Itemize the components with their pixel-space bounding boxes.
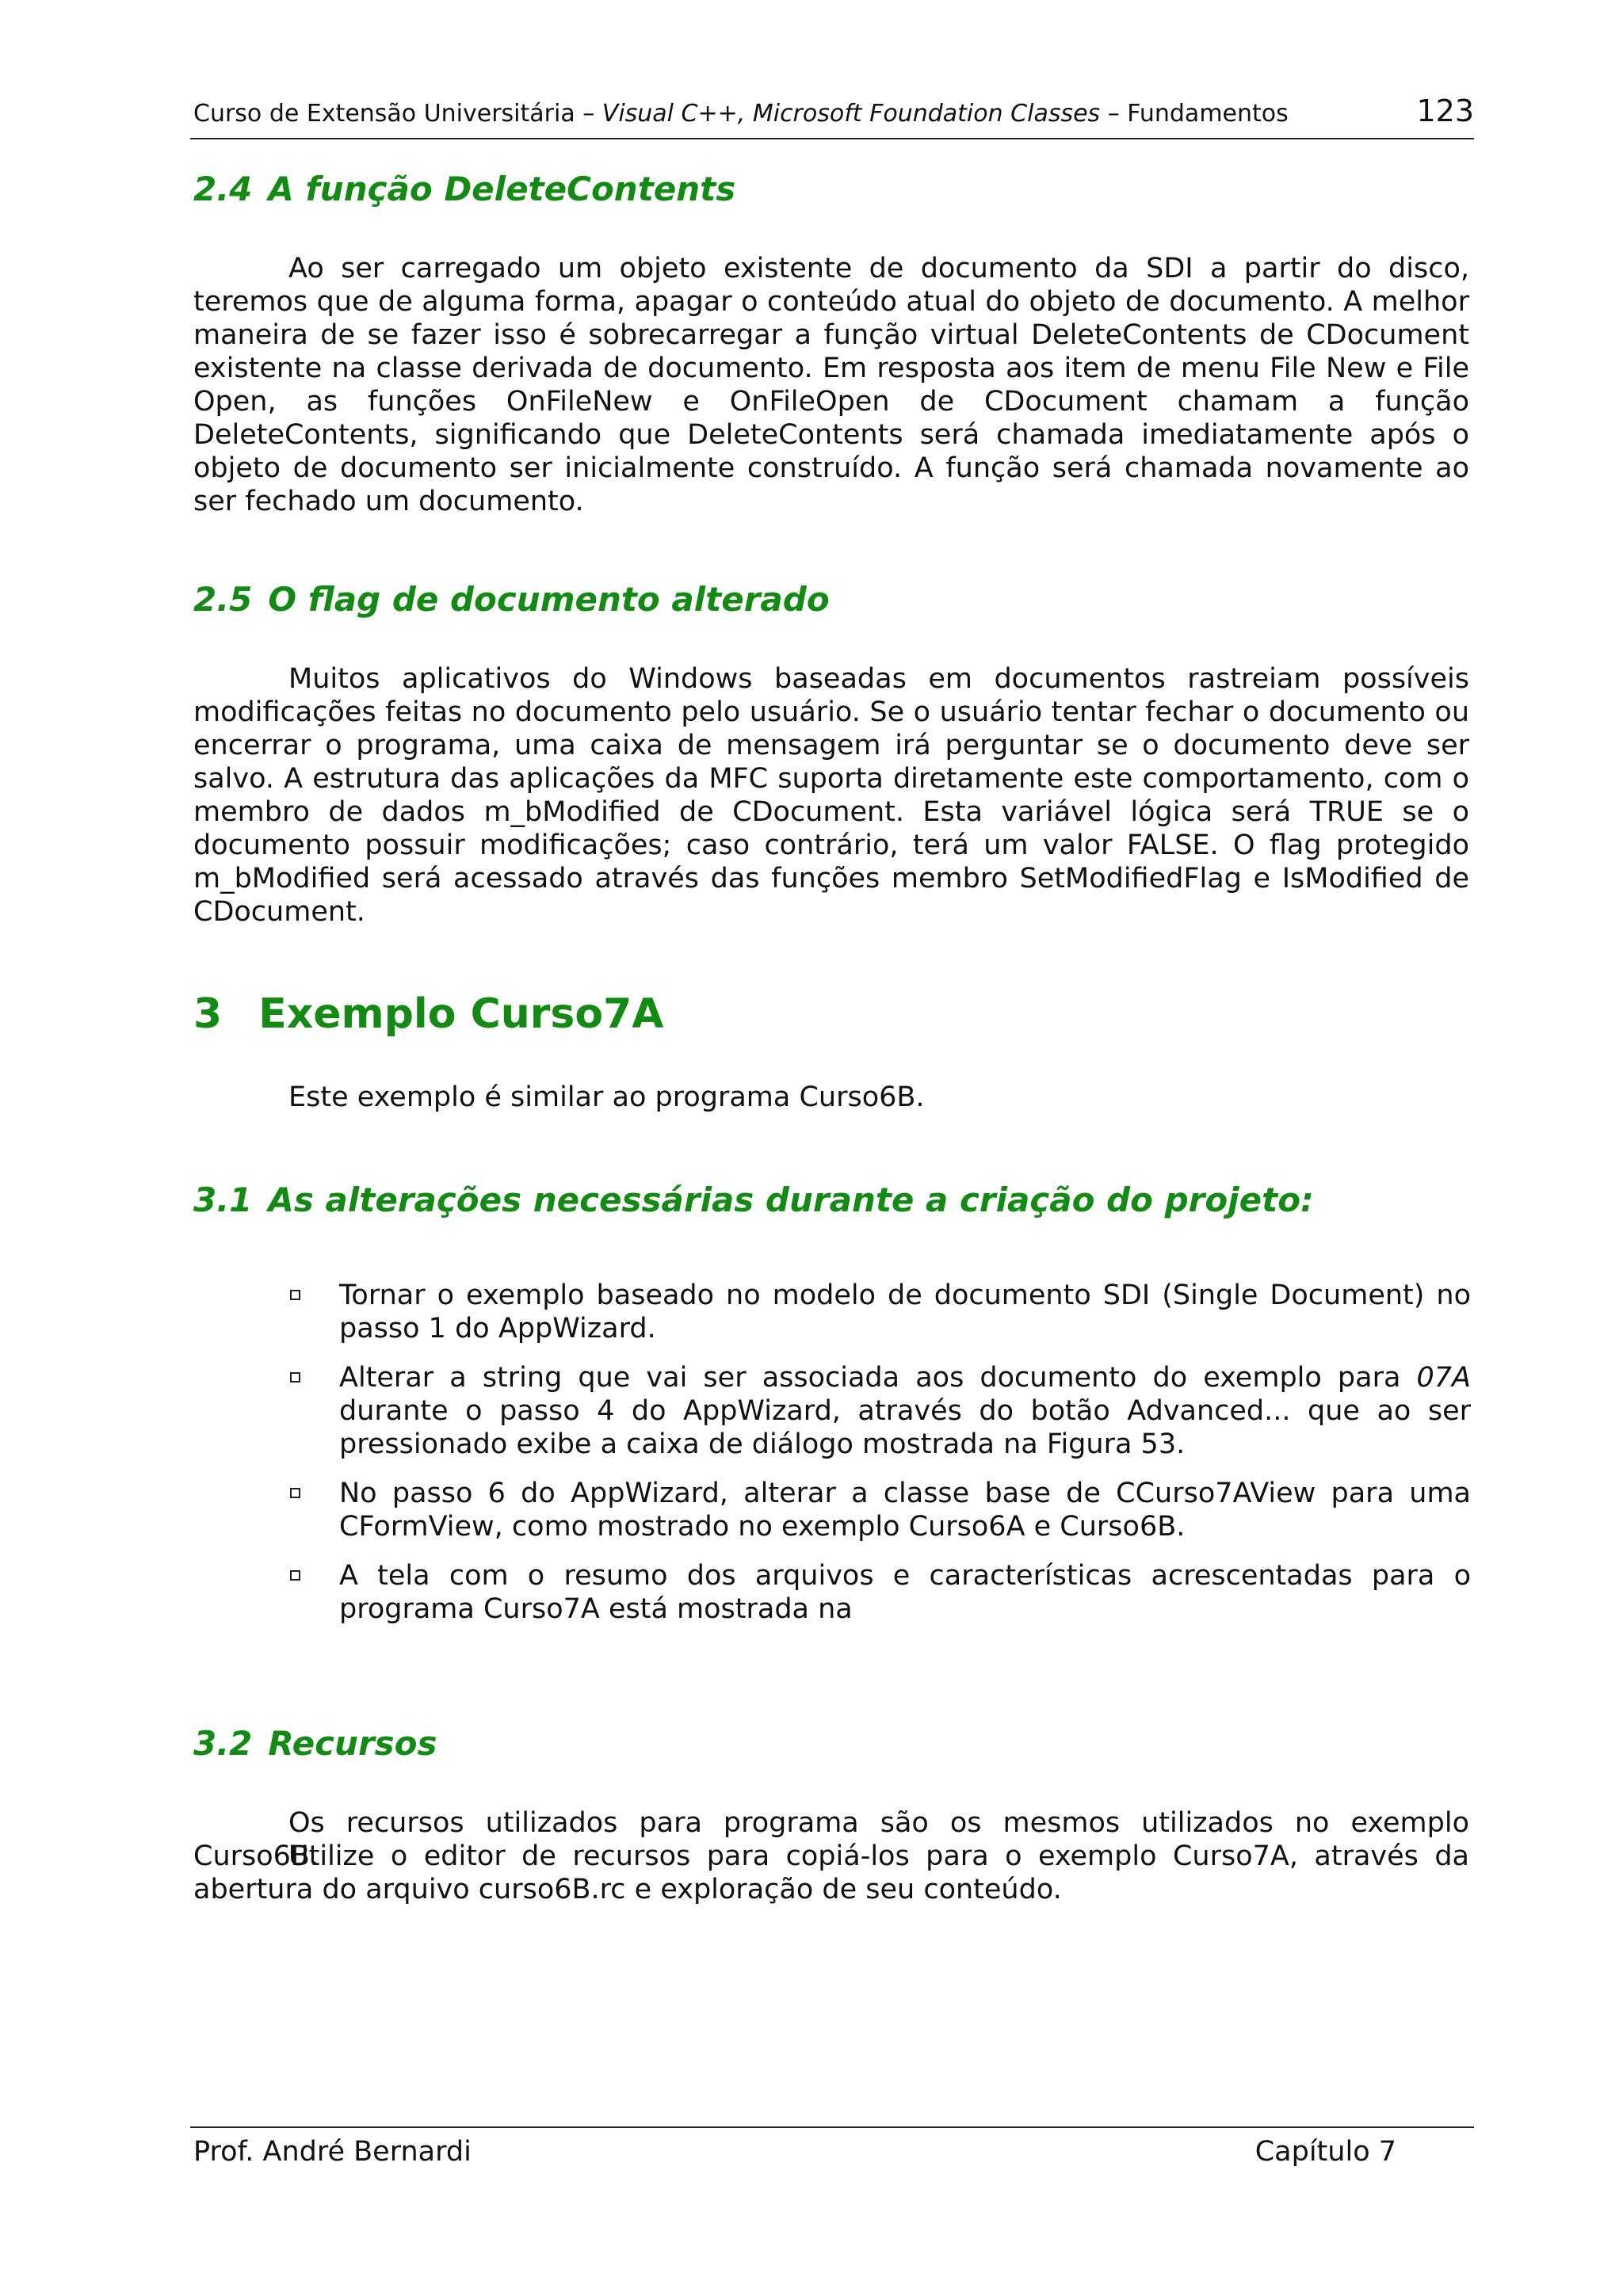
section-title: Recursos [268, 1724, 437, 1763]
section-3-2-heading [193, 1724, 437, 1763]
checkbox-bullet-icon [290, 1488, 300, 1498]
section-2-4-heading [193, 170, 735, 208]
section-title: A função DeleteContents [268, 170, 736, 208]
section-3-2-paragraph-1: Os recursos utilizados para programa são os mesmos utilizados no exemplo Curso6B. [193, 1807, 1469, 1872]
section-number: 2.4 [193, 170, 253, 208]
checkbox-bullet-icon [290, 1570, 300, 1581]
list-item-text: Tornar o exemplo baseado no modelo de documento SDI (Single Document) no passo 1 do AppWizard. [339, 1280, 1471, 1344]
footer-author: Prof. André Bernardi [193, 2136, 472, 2168]
list-item-text-part: Alterar a string que vai ser associada aos documento do exemplo para [339, 1362, 1417, 1394]
checkbox-bullet-icon [290, 1372, 300, 1383]
section-title: Exemplo Curso7A [258, 990, 664, 1038]
header-title-prefix: Curso de Extensão Universitária – [193, 100, 602, 128]
footer-chapter: Capítulo 7 [1254, 2136, 1396, 2168]
chapter-3-heading [193, 990, 664, 1038]
section-title: As alterações necessárias durante a criação do projeto: [268, 1180, 1314, 1219]
section-number: 2.5 [193, 580, 253, 619]
list-item-text: No passo 6 do AppWizard, alterar a classe base de CCurso7AView para uma CFormView, como mostrado no exemplo Curso6A e Curso6B. [339, 1478, 1471, 1543]
checkbox-bullet-icon [290, 1290, 300, 1300]
section-number: 3.2 [193, 1724, 253, 1763]
list-item-italic-text: 07A [1416, 1362, 1471, 1394]
page-number: 123 [1416, 93, 1474, 128]
running-header [190, 93, 1474, 139]
section-2-5-heading [193, 580, 830, 619]
header-course-title [193, 100, 1289, 128]
running-footer [190, 2126, 1474, 2176]
section-2-4-paragraph: Ao ser carregado um objeto existente de documento da SDI a partir do disco, teremos que de alguma forma, apagar o conteúdo atual do objeto de documento. A melhor maneira de se fazer isso é sobrecarregar a função virtual DeleteContents de CDocument existente na classe derivada de documento. Em resposta aos item de menu File New e File Open, as funções OnFileNew e OnFileOpen de CDocument chamam a função DeleteContents, significando que DeleteContents será chamada imediatamente após o objeto de documento ser inicialmente construído. A função será chamada novamente ao ser fechado um documento. [193, 253, 1469, 517]
list-item-text [339, 1361, 1471, 1461]
section-2-5-paragraph: Muitos aplicativos do Windows baseadas em documentos rastreiam possíveis modificações feitas no documento pelo usuário. Se o usuário tentar fechar o documento ou encerrar o programa, uma caixa de mensagem irá perguntar se o documento deve ser salvo. A estrutura das aplicações da MFC suporta diretamente este comportamento, com o membro de dados m_bModified de CDocument. Esta variável lógica será TRUE se o documento possuir modificações; caso contrário, terá um valor FALSE. O flag protegido m_bModified será acessado através das funções membro SetModifiedFlag e IsModified de CDocument. [193, 663, 1469, 928]
list-item-text: A tela com o resumo dos arquivos e características acrescentadas para o programa Curso7A está mostrada na [339, 1560, 1471, 1625]
section-number: 3.1 [193, 1180, 253, 1219]
section-3-paragraph: Este exemplo é similar ao programa Curso6B. [288, 1081, 925, 1113]
section-3-1-heading [193, 1180, 1314, 1219]
section-3-2-paragraph-2: Utilize o editor de recursos para copiá-los para o exemplo Curso7A, através da abertura do arquivo curso6B.rc e exploração de seu conteúdo. [193, 1840, 1469, 1905]
header-title-suffix: – Fundamentos [1100, 100, 1289, 128]
section-title: O flag de documento alterado [268, 580, 830, 619]
header-title-italic: Visual C++, Microsoft Foundation Classes [601, 100, 1101, 128]
section-number: 3 [193, 990, 223, 1038]
list-item-text-part: durante o passo 4 do AppWizard, através do botão Advanced... que ao ser pressionado exibe a caixa de diálogo mostrada na Figura 53. [339, 1395, 1471, 1460]
